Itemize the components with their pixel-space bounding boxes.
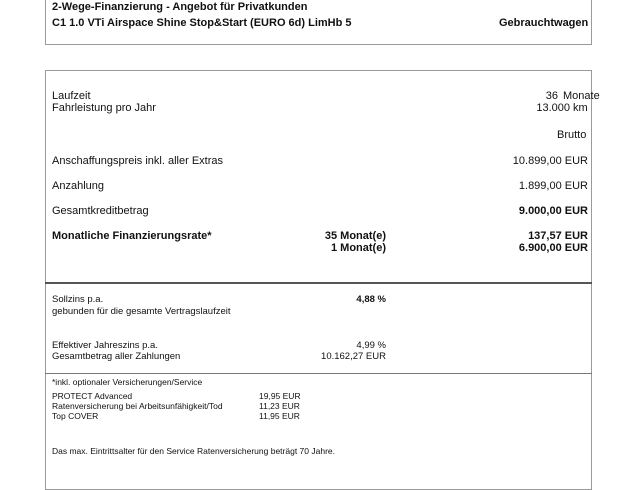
gesamt-value: 10.162,27 EUR	[321, 351, 386, 362]
sollzins-label: Sollzins p.a.	[52, 294, 104, 305]
service-label: PROTECT Advanced	[52, 391, 133, 401]
kredit-value: 9.000,00 EUR	[518, 205, 588, 217]
eff-zins-label: Effektiver Jahreszins p.a.	[52, 340, 158, 351]
service-value: 11,23 EUR	[259, 401, 300, 411]
laufzeit-label: Laufzeit	[52, 90, 91, 102]
sollzins-note: gebunden für die gesamte Vertragslaufzeit	[52, 306, 231, 317]
rate-value-1: 137,57 EUR	[528, 230, 588, 242]
fahrleistung-value: 13.000	[536, 102, 570, 114]
laufzeit-value: 36	[545, 90, 558, 102]
rate-value-2: 6.900,00 EUR	[518, 242, 588, 254]
condition: Gebrauchtwagen	[499, 17, 589, 29]
brutto-label: Brutto	[557, 129, 587, 141]
service-note: Das max. Eintrittsalter für den Service Ratenversicherung beträgt 70 Jahre.	[52, 446, 335, 456]
finance-box	[45, 70, 592, 490]
service-value: 11,95 EUR	[259, 411, 300, 421]
gesamt-label: Gesamtbetrag aller Zahlungen	[52, 351, 181, 362]
service-label: Top COVER	[52, 411, 99, 421]
rate-label: Monatliche Finanzierungsrate*	[52, 230, 212, 242]
laufzeit-unit: Monate	[563, 90, 600, 102]
kredit-label: Gesamtkreditbetrag	[52, 205, 149, 217]
anzahlung-label: Anzahlung	[52, 180, 104, 192]
divider	[45, 282, 592, 284]
service-value: 19,95 EUR	[259, 391, 301, 401]
offer-title: 2-Wege-Finanzierung - Angebot für Privatkunden	[52, 1, 308, 13]
anzahlung-value: 1.899,00 EUR	[518, 180, 588, 192]
divider	[45, 373, 592, 374]
eff-zins-value: 4,99 %	[356, 340, 386, 351]
rate-months-2: 1 Monat(e)	[331, 242, 386, 254]
model-name: C1 1.0 VTi Airspace Shine Stop&Start (EURO 6d) LimHb 5	[52, 17, 352, 29]
fahrleistung-label: Fahrleistung pro Jahr	[52, 102, 156, 114]
fahrleistung-unit: km	[573, 102, 588, 114]
sollzins-value: 4,88 %	[356, 294, 386, 305]
anschaffung-label: Anschaffungspreis inkl. aller Extras	[52, 155, 223, 167]
services-heading: *inkl. optionaler Versicherungen/Service	[52, 377, 203, 387]
service-label: Ratenversicherung bei Arbeitsunfähigkeit/Tod	[52, 401, 223, 411]
rate-months-1: 35 Monat(e)	[324, 230, 386, 242]
anschaffung-value: 10.899,00 EUR	[512, 155, 588, 167]
